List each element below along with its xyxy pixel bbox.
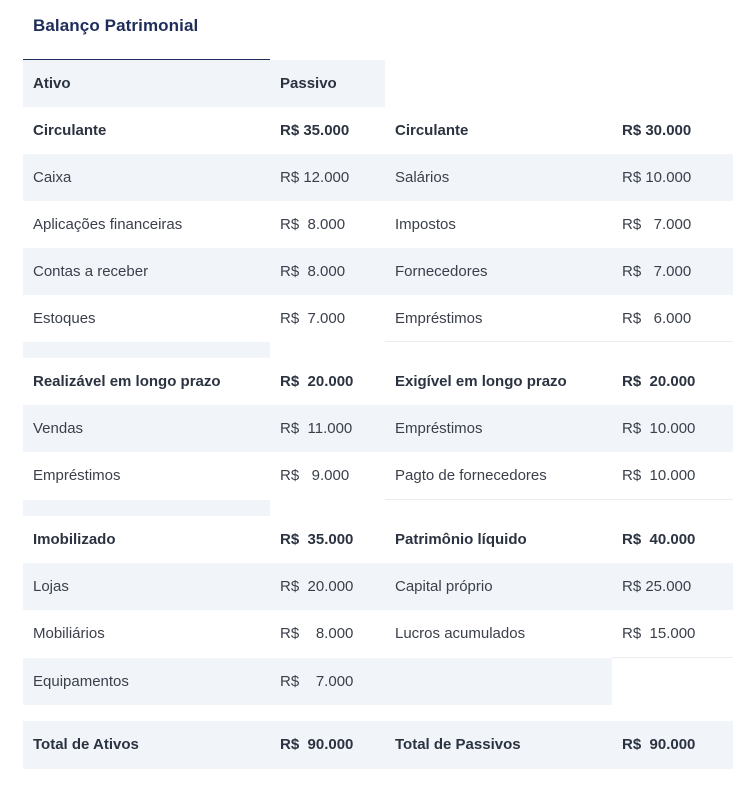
row-divider [612, 657, 733, 658]
table-row-cell [385, 658, 612, 705]
table-row-cell: R$ 7.000 [270, 658, 385, 705]
row-divider [385, 341, 733, 342]
table-row-cell: Lojas [23, 563, 270, 610]
table-row-cell: R$ 6.000 [622, 309, 692, 327]
table-row-cell: Fornecedores [385, 248, 612, 295]
table-row-cell: Impostos [395, 215, 456, 233]
table-row-cell: R$ 10.000 [612, 405, 733, 452]
table-row-cell: R$ 15.000 [622, 624, 696, 642]
right-longo-prazo-value: R$ 20.000 [622, 372, 696, 390]
left-circulante-value: R$ 35.000 [280, 121, 350, 139]
table-row-cell: Salários [385, 154, 612, 201]
left-longo-prazo-label: Realizável em longo prazo [33, 372, 221, 390]
table-row-cell: Vendas [23, 405, 270, 452]
table-row-cell: Pagto de fornecedores [395, 466, 547, 484]
table-row-cell: Equipamentos [23, 658, 270, 705]
table-row-cell: Contas a receber [23, 248, 270, 295]
right-longo-prazo-label: Exigível em longo prazo [395, 372, 567, 390]
left-imobilizado-value: R$ 35.000 [280, 530, 354, 548]
table-row-cell: R$ 25.000 [612, 563, 733, 610]
table-row-cell: R$ 8.000 [280, 624, 354, 642]
total-ativos-value: R$ 90.000 [270, 721, 385, 769]
left-imobilizado-label: Imobilizado [33, 530, 116, 548]
table-row-cell: Capital próprio [385, 563, 612, 610]
right-patrimonio-value: R$ 40.000 [622, 530, 696, 548]
table-row-cell: R$ 8.000 [270, 248, 385, 295]
page-title: Balanço Patrimonial [33, 16, 199, 35]
table-row-cell: R$ 20.000 [270, 563, 385, 610]
right-circulante-value: R$ 30.000 [622, 121, 692, 139]
section-spacer [23, 342, 270, 358]
table-row-cell: Empréstimos [385, 405, 612, 452]
right-circulante-label: Circulante [395, 121, 469, 139]
table-row-cell: R$ 7.000 [280, 309, 346, 327]
right-patrimonio-label: Patrimônio líquido [395, 530, 527, 548]
table-row-cell: R$ 7.000 [622, 215, 692, 233]
table-row-cell: R$ 10.000 [612, 154, 733, 201]
table-row-cell: Lucros acumulados [395, 624, 526, 642]
table-row-cell: R$ 7.000 [612, 248, 733, 295]
section-spacer [23, 500, 270, 516]
table-row-cell: Aplicações financeiras [33, 215, 183, 233]
table-row-cell: Mobiliários [33, 624, 105, 642]
table-row-cell: Empréstimos [395, 309, 483, 327]
total-passivos-label: Total de Passivos [385, 721, 612, 769]
table-row-cell: R$ 11.000 [270, 405, 385, 452]
table-row-cell: R$ 12.000 [270, 154, 385, 201]
total-ativos-label: Total de Ativos [23, 721, 270, 769]
table-row-cell: R$ 10.000 [622, 466, 696, 484]
row-divider [385, 499, 733, 500]
left-circulante-label: Circulante [33, 121, 107, 139]
header-passivo: Passivo [270, 60, 385, 107]
table-row-cell: R$ 9.000 [280, 466, 350, 484]
table-row-cell: Estoques [33, 309, 96, 327]
table-row-cell: Empréstimos [33, 466, 121, 484]
table-row-cell: R$ 8.000 [280, 215, 346, 233]
total-passivos-value: R$ 90.000 [612, 721, 733, 769]
table-row-cell: Caixa [23, 154, 270, 201]
header-ativo: Ativo [23, 60, 270, 107]
left-longo-prazo-value: R$ 20.000 [280, 372, 354, 390]
